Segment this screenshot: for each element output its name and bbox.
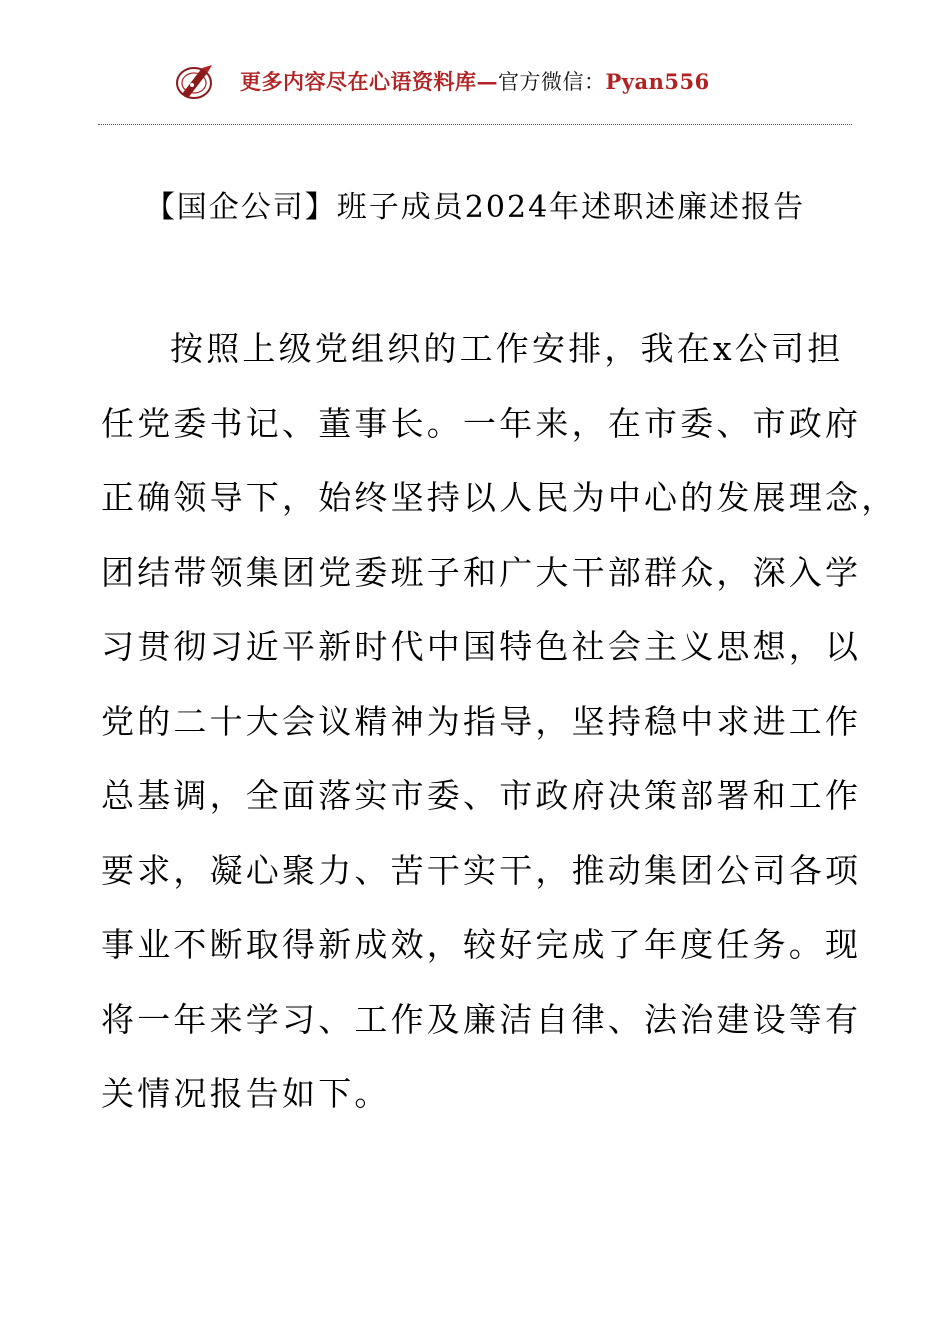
header-divider <box>98 124 852 125</box>
paragraph-line: 事业不断取得新成效，较好完成了年度任务。现 <box>101 925 862 964</box>
header-library-text: 更多内容尽在心语资料库 <box>240 69 477 94</box>
paragraph-line: 习贯彻习近平新时代中国特色社会主义思想，以 <box>101 627 862 666</box>
paragraph-line: 任党委书记、董事长。一年来，在市委、市政府 <box>101 403 862 443</box>
header-promo-text <box>240 66 710 96</box>
paragraph-line: 党的二十大会议精神为指导，坚持稳中求进工作 <box>101 701 862 741</box>
paragraph-line: 按照上级党组织的工作安排，我在x公司担 <box>170 329 844 368</box>
paragraph-line: 要求，凝心聚力、苦干实干，推动集团公司各项 <box>101 850 862 890</box>
paragraph-line: 总基调，全面落实市委、市政府决策部署和工作 <box>101 776 862 815</box>
page-header <box>0 52 950 112</box>
header-dash: — <box>476 69 498 94</box>
paragraph-line: 正确领导下，始终坚持以人民为中心的发展理念， <box>101 478 898 517</box>
header-wechat-id: Pyan556 <box>605 69 710 94</box>
paragraph-line: 关情况报告如下。 <box>101 1074 391 1113</box>
paragraph-line: 团结带领集团党委班子和广大干部群众，深入学 <box>101 552 862 592</box>
pen-nib-logo-icon <box>172 60 218 102</box>
paragraph-line: 将一年来学习、工作及廉洁自律、法治建设等有 <box>101 999 862 1039</box>
header-wechat-label: 官方微信： <box>498 70 606 94</box>
document-title: 【国企公司】班子成员2024年述职述廉述报告 <box>144 190 806 225</box>
document-paragraph <box>101 312 898 1132</box>
